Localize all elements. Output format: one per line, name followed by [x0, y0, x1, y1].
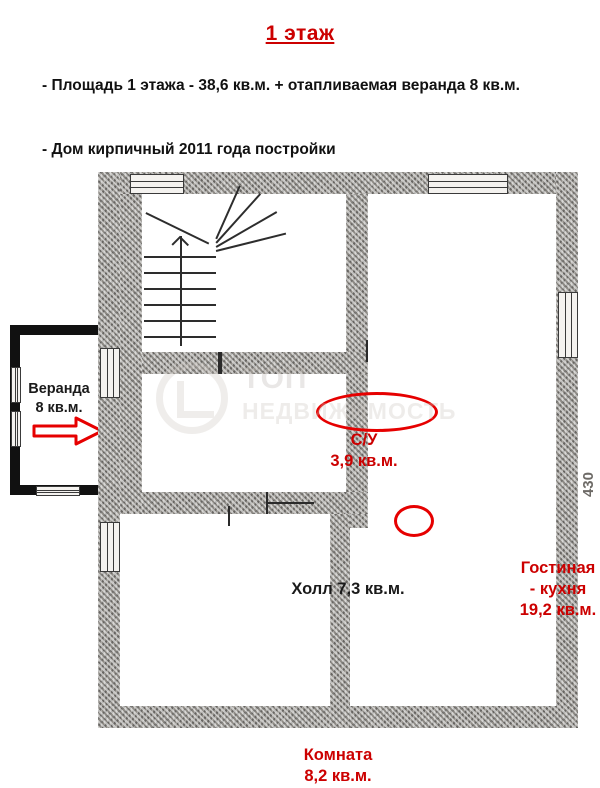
wall-interior-left-vertical: [120, 194, 142, 514]
wall-interior-hall-bottom: [142, 492, 368, 514]
veranda-wall-top: [10, 325, 102, 335]
room-name-living: Гостиная: [520, 559, 596, 577]
room-area-veranda: 8 кв.м.: [35, 400, 83, 416]
room-label-bathroom: [294, 430, 434, 472]
wall-exterior-right: [556, 172, 578, 728]
room-label-hall: [248, 579, 448, 600]
bath-partition-tick: [366, 340, 368, 362]
hall-tick: [228, 506, 230, 526]
room-label-living-kitchen: [458, 558, 600, 621]
room-area-bedroom: 8,2 кв.м.: [304, 767, 372, 785]
room-name-hall: Холл 7,3 кв.м.: [291, 580, 405, 598]
veranda-window-bottom: [36, 486, 80, 496]
window-right-upper: [558, 292, 578, 358]
watermark-line-2: НЕДВИЖИМОСТЬ: [242, 398, 457, 424]
room-name-kitchen: - кухня: [529, 580, 587, 598]
door-jamb-hall-2: [220, 352, 222, 374]
wall-interior-bath-bottom: [142, 352, 368, 374]
wall-interior-left-stub: [120, 492, 142, 514]
watermark-line-1: ТОП: [242, 362, 308, 395]
annotation-ellipse-door-top: [316, 392, 438, 432]
wall-exterior-left: [98, 172, 120, 728]
room-area-living: 19,2 кв.м.: [519, 601, 597, 619]
annotation-ellipse-door-mid: [394, 505, 434, 537]
page-title: 1 этаж: [265, 22, 335, 45]
description-line-1: - Площадь 1 этажа - 38,6 кв.м. + отапливаемая веранда 8 кв.м.: [42, 77, 520, 94]
entrance-arrow-icon: [32, 415, 104, 447]
wall-interior-room-right: [330, 514, 350, 728]
window-top-left: [130, 174, 184, 194]
room-label-veranda: [14, 380, 104, 418]
window-top-right: [428, 174, 508, 194]
window-left-upper: [100, 348, 120, 398]
room-name-bedroom: Комната: [303, 746, 373, 764]
dimension-right-wall: 430: [580, 472, 597, 498]
room-area-bathroom: 3,9 кв.м.: [330, 452, 398, 470]
floor-plan-drawing: [98, 172, 597, 785]
room-label-bedroom: [238, 745, 438, 787]
room-name-bathroom: С/У: [350, 431, 378, 449]
door-swing-hall: [268, 502, 314, 504]
description-line-2: - Дом кирпичный 2011 года постройки: [42, 141, 336, 158]
room-name-veranda: Веранда: [28, 381, 90, 397]
window-left-lower: [100, 522, 120, 572]
